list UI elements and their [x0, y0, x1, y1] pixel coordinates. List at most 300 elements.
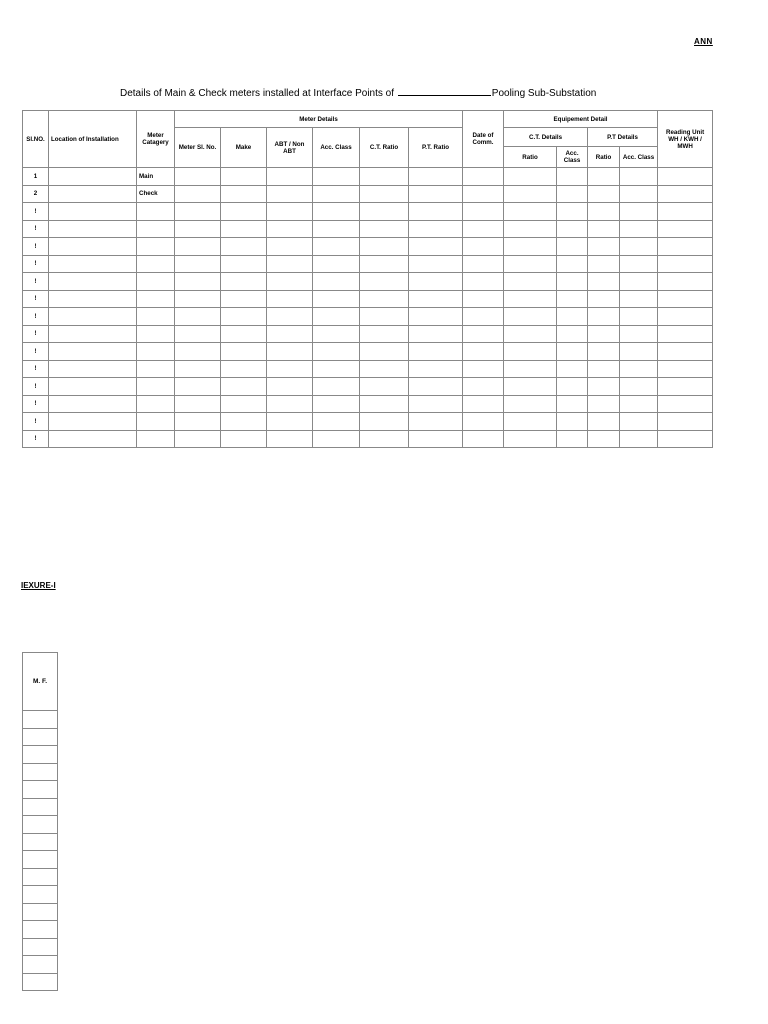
cell-empty[interactable]: [504, 168, 557, 186]
cell-mf[interactable]: [23, 851, 58, 869]
cell-empty[interactable]: [175, 308, 221, 326]
cell-empty[interactable]: [409, 220, 463, 238]
cell-empty[interactable]: [504, 343, 557, 361]
cell-empty[interactable]: [620, 273, 658, 291]
header-ct-details: C.T. Details: [504, 128, 588, 147]
cell-meter-category: [137, 255, 175, 273]
cell-empty[interactable]: [267, 343, 313, 361]
cell-empty[interactable]: [313, 430, 360, 448]
cell-empty[interactable]: [313, 413, 360, 431]
cell-empty[interactable]: [175, 413, 221, 431]
cell-empty[interactable]: [557, 413, 588, 431]
cell-empty[interactable]: [658, 203, 713, 221]
cell-empty[interactable]: [463, 395, 504, 413]
cell-empty[interactable]: [620, 220, 658, 238]
cell-empty[interactable]: [620, 430, 658, 448]
cell-mf[interactable]: [23, 816, 58, 834]
cell-empty[interactable]: [221, 360, 267, 378]
table-row: [23, 220, 713, 238]
cell-empty[interactable]: [557, 360, 588, 378]
cell-location[interactable]: [49, 255, 137, 273]
cell-empty[interactable]: [557, 238, 588, 256]
header-reading-unit: Reading Unit WH / KWH / MWH: [658, 111, 713, 168]
cell-empty[interactable]: [175, 290, 221, 308]
cell-location[interactable]: [49, 343, 137, 361]
cell-location[interactable]: [49, 273, 137, 291]
cell-empty[interactable]: [360, 430, 409, 448]
cell-empty[interactable]: [557, 343, 588, 361]
cell-empty[interactable]: [221, 220, 267, 238]
cell-empty[interactable]: [360, 273, 409, 291]
cell-empty[interactable]: [360, 413, 409, 431]
cell-empty[interactable]: [557, 290, 588, 308]
cell-empty[interactable]: [313, 203, 360, 221]
cell-mf[interactable]: [23, 711, 58, 729]
header-ct-acc-class: Acc. Class: [557, 147, 588, 168]
cell-empty[interactable]: [175, 395, 221, 413]
cell-empty[interactable]: [463, 168, 504, 186]
cell-empty[interactable]: [409, 273, 463, 291]
mf-row: [23, 973, 58, 991]
cell-empty[interactable]: [409, 325, 463, 343]
cell-empty[interactable]: [409, 290, 463, 308]
cell-empty[interactable]: [463, 290, 504, 308]
cell-empty[interactable]: [221, 378, 267, 396]
annexure-continuation-label: IEXURE-I: [21, 581, 56, 590]
cell-empty[interactable]: [658, 220, 713, 238]
table-row: [23, 308, 713, 326]
cell-meter-category: [137, 360, 175, 378]
cell-empty[interactable]: [409, 360, 463, 378]
cell-empty[interactable]: [588, 290, 620, 308]
cell-empty[interactable]: [557, 395, 588, 413]
cell-empty[interactable]: [360, 290, 409, 308]
cell-empty[interactable]: [463, 308, 504, 326]
cell-empty[interactable]: [504, 185, 557, 203]
cell-empty[interactable]: [463, 360, 504, 378]
cell-location[interactable]: [49, 430, 137, 448]
cell-mf[interactable]: [23, 938, 58, 956]
cell-mf[interactable]: [23, 921, 58, 939]
cell-sl-no: !: [23, 203, 49, 221]
cell-empty[interactable]: [175, 273, 221, 291]
cell-meter-category: [137, 413, 175, 431]
cell-empty[interactable]: [221, 290, 267, 308]
cell-empty[interactable]: [658, 238, 713, 256]
cell-location[interactable]: [49, 168, 137, 186]
annexure-corner-label: ANN: [694, 37, 713, 46]
cell-sl-no: !: [23, 325, 49, 343]
header-sl-no: Sl.NO.: [23, 111, 49, 168]
cell-mf[interactable]: [23, 903, 58, 921]
cell-location[interactable]: [49, 203, 137, 221]
cell-empty[interactable]: [360, 203, 409, 221]
cell-empty[interactable]: [313, 185, 360, 203]
mf-row: [23, 833, 58, 851]
cell-empty[interactable]: [175, 343, 221, 361]
cell-empty[interactable]: [463, 343, 504, 361]
mf-row: [23, 921, 58, 939]
cell-empty[interactable]: [557, 378, 588, 396]
cell-mf[interactable]: [23, 868, 58, 886]
cell-empty[interactable]: [620, 238, 658, 256]
cell-empty[interactable]: [557, 308, 588, 326]
cell-empty[interactable]: [658, 325, 713, 343]
cell-meter-category: [137, 203, 175, 221]
cell-mf[interactable]: [23, 833, 58, 851]
table-row: [23, 395, 713, 413]
cell-empty[interactable]: [175, 360, 221, 378]
mf-row: [23, 781, 58, 799]
cell-meter-category: [137, 308, 175, 326]
cell-empty[interactable]: [463, 203, 504, 221]
cell-empty[interactable]: [658, 308, 713, 326]
cell-empty[interactable]: [588, 360, 620, 378]
cell-empty[interactable]: [620, 203, 658, 221]
multiplying-factor-table: [22, 652, 58, 991]
header-abt: ABT / Non ABT: [267, 128, 313, 168]
cell-empty[interactable]: [557, 168, 588, 186]
cell-empty[interactable]: [409, 255, 463, 273]
cell-empty[interactable]: [267, 290, 313, 308]
mf-row: [23, 886, 58, 904]
cell-empty[interactable]: [620, 413, 658, 431]
cell-empty[interactable]: [504, 308, 557, 326]
cell-empty[interactable]: [360, 255, 409, 273]
cell-empty[interactable]: [620, 168, 658, 186]
cell-mf[interactable]: [23, 728, 58, 746]
cell-empty[interactable]: [175, 168, 221, 186]
table-row: [23, 325, 713, 343]
cell-empty[interactable]: [267, 308, 313, 326]
cell-empty[interactable]: [175, 220, 221, 238]
cell-location[interactable]: [49, 238, 137, 256]
cell-empty[interactable]: [504, 413, 557, 431]
cell-sl-no: !: [23, 378, 49, 396]
cell-sl-no: !: [23, 413, 49, 431]
header-location: Location of Installation: [49, 111, 137, 168]
cell-location[interactable]: [49, 395, 137, 413]
cell-empty[interactable]: [658, 185, 713, 203]
cell-empty[interactable]: [504, 238, 557, 256]
cell-empty[interactable]: [221, 168, 267, 186]
cell-empty[interactable]: [267, 430, 313, 448]
cell-empty[interactable]: [620, 360, 658, 378]
cell-location[interactable]: [49, 360, 137, 378]
cell-sl-no: !: [23, 238, 49, 256]
cell-empty[interactable]: [360, 378, 409, 396]
cell-empty[interactable]: [588, 343, 620, 361]
cell-location[interactable]: [49, 308, 137, 326]
header-ct-ratio-sub: Ratio: [504, 147, 557, 168]
header-meter-details: Meter Details: [175, 111, 463, 128]
title-text-after: Pooling Sub-Substation: [491, 88, 597, 99]
cell-location[interactable]: [49, 413, 137, 431]
cell-empty[interactable]: [588, 203, 620, 221]
cell-empty[interactable]: [313, 343, 360, 361]
cell-sl-no: !: [23, 290, 49, 308]
cell-empty[interactable]: [409, 343, 463, 361]
cell-empty[interactable]: [557, 255, 588, 273]
cell-empty[interactable]: [221, 185, 267, 203]
cell-empty[interactable]: [620, 325, 658, 343]
table-row: [23, 290, 713, 308]
cell-empty[interactable]: [620, 255, 658, 273]
cell-empty[interactable]: [221, 308, 267, 326]
mf-row: [23, 816, 58, 834]
cell-empty[interactable]: [313, 168, 360, 186]
cell-mf[interactable]: [23, 763, 58, 781]
header-equipment-detail: Equipement Detail: [504, 111, 658, 128]
cell-empty[interactable]: [409, 308, 463, 326]
mf-row: [23, 746, 58, 764]
cell-sl-no: !: [23, 430, 49, 448]
cell-empty[interactable]: [588, 430, 620, 448]
cell-empty[interactable]: [313, 325, 360, 343]
cell-empty[interactable]: [221, 325, 267, 343]
table-row: [23, 343, 713, 361]
cell-empty[interactable]: [267, 185, 313, 203]
cell-mf[interactable]: [23, 886, 58, 904]
cell-empty[interactable]: [313, 290, 360, 308]
cell-empty[interactable]: [557, 185, 588, 203]
cell-empty[interactable]: [313, 220, 360, 238]
cell-empty[interactable]: [658, 273, 713, 291]
cell-mf[interactable]: [23, 798, 58, 816]
cell-empty[interactable]: [175, 203, 221, 221]
cell-empty[interactable]: [463, 378, 504, 396]
cell-empty[interactable]: [463, 220, 504, 238]
cell-mf[interactable]: [23, 956, 58, 974]
header-meter-category: Meter Catagery: [137, 111, 175, 168]
table-row: [23, 203, 713, 221]
cell-empty[interactable]: [409, 238, 463, 256]
cell-empty[interactable]: [658, 360, 713, 378]
mf-row: [23, 763, 58, 781]
cell-empty[interactable]: [267, 220, 313, 238]
cell-empty[interactable]: [557, 325, 588, 343]
cell-empty[interactable]: [409, 185, 463, 203]
cell-empty[interactable]: [504, 290, 557, 308]
cell-empty[interactable]: [504, 395, 557, 413]
cell-empty[interactable]: [267, 360, 313, 378]
cell-empty[interactable]: [620, 185, 658, 203]
cell-empty[interactable]: [267, 255, 313, 273]
cell-empty[interactable]: [463, 430, 504, 448]
cell-empty[interactable]: [267, 413, 313, 431]
cell-empty[interactable]: [313, 378, 360, 396]
cell-meter-category: [137, 273, 175, 291]
cell-empty[interactable]: [504, 378, 557, 396]
cell-mf[interactable]: [23, 781, 58, 799]
cell-empty[interactable]: [620, 343, 658, 361]
cell-empty[interactable]: [620, 308, 658, 326]
cell-sl-no: !: [23, 308, 49, 326]
table-row: [23, 238, 713, 256]
header-meter-sl-no: Meter Sl. No.: [175, 128, 221, 168]
header-pt-ratio: P.T. Ratio: [409, 128, 463, 168]
cell-empty[interactable]: [313, 273, 360, 291]
cell-empty[interactable]: [463, 413, 504, 431]
cell-empty[interactable]: [557, 203, 588, 221]
cell-empty[interactable]: [658, 395, 713, 413]
cell-sl-no: !: [23, 220, 49, 238]
cell-empty[interactable]: [620, 290, 658, 308]
cell-empty[interactable]: [360, 343, 409, 361]
cell-empty[interactable]: [463, 238, 504, 256]
cell-sl-no: !: [23, 395, 49, 413]
cell-empty[interactable]: [620, 395, 658, 413]
cell-empty[interactable]: [588, 220, 620, 238]
cell-empty[interactable]: [504, 220, 557, 238]
cell-location[interactable]: [49, 220, 137, 238]
cell-empty[interactable]: [658, 168, 713, 186]
cell-meter-category: Main: [137, 168, 175, 186]
table-row: [23, 255, 713, 273]
cell-empty[interactable]: [175, 255, 221, 273]
cell-meter-category: Check: [137, 185, 175, 203]
cell-empty[interactable]: [588, 395, 620, 413]
cell-empty[interactable]: [267, 168, 313, 186]
cell-empty[interactable]: [658, 343, 713, 361]
cell-empty[interactable]: [175, 430, 221, 448]
cell-location[interactable]: [49, 185, 137, 203]
header-acc-class: Acc. Class: [313, 128, 360, 168]
cell-empty[interactable]: [463, 255, 504, 273]
cell-sl-no: 1: [23, 168, 49, 186]
cell-empty[interactable]: [409, 203, 463, 221]
cell-empty[interactable]: [267, 378, 313, 396]
cell-empty[interactable]: [360, 308, 409, 326]
header-make: Make: [221, 128, 267, 168]
cell-empty[interactable]: [221, 255, 267, 273]
cell-empty[interactable]: [360, 395, 409, 413]
cell-empty[interactable]: [557, 273, 588, 291]
cell-mf[interactable]: [23, 746, 58, 764]
cell-empty[interactable]: [360, 185, 409, 203]
cell-empty[interactable]: [658, 290, 713, 308]
cell-sl-no: 2: [23, 185, 49, 203]
mf-row: [23, 728, 58, 746]
cell-empty[interactable]: [313, 308, 360, 326]
header-date-of-comm: Date of Comm.: [463, 111, 504, 168]
cell-empty[interactable]: [409, 168, 463, 186]
cell-empty[interactable]: [313, 360, 360, 378]
table-row: [23, 378, 713, 396]
cell-empty[interactable]: [360, 168, 409, 186]
header-ct-ratio: C.T. Ratio: [360, 128, 409, 168]
mf-row: [23, 956, 58, 974]
cell-empty[interactable]: [267, 238, 313, 256]
cell-empty[interactable]: [588, 168, 620, 186]
cell-empty[interactable]: [267, 273, 313, 291]
cell-mf[interactable]: [23, 973, 58, 991]
meter-details-table: [22, 110, 713, 448]
cell-empty[interactable]: [175, 185, 221, 203]
header-mf: M. F.: [23, 653, 58, 711]
cell-empty[interactable]: [557, 430, 588, 448]
cell-empty[interactable]: [221, 343, 267, 361]
cell-empty[interactable]: [504, 360, 557, 378]
cell-sl-no: !: [23, 255, 49, 273]
cell-location[interactable]: [49, 290, 137, 308]
header-pt-ratio-sub: Ratio: [588, 147, 620, 168]
cell-empty[interactable]: [360, 220, 409, 238]
cell-empty[interactable]: [221, 273, 267, 291]
cell-empty[interactable]: [221, 413, 267, 431]
cell-empty[interactable]: [588, 413, 620, 431]
cell-empty[interactable]: [463, 273, 504, 291]
cell-empty[interactable]: [360, 325, 409, 343]
title-blank-line: [398, 86, 491, 96]
cell-empty[interactable]: [360, 238, 409, 256]
cell-empty[interactable]: [504, 273, 557, 291]
cell-empty[interactable]: [504, 325, 557, 343]
cell-sl-no: !: [23, 360, 49, 378]
cell-empty[interactable]: [588, 238, 620, 256]
cell-empty[interactable]: [313, 255, 360, 273]
cell-empty[interactable]: [504, 203, 557, 221]
table-row: [23, 168, 713, 186]
cell-sl-no: !: [23, 273, 49, 291]
cell-empty[interactable]: [175, 378, 221, 396]
cell-empty[interactable]: [658, 430, 713, 448]
cell-empty[interactable]: [409, 430, 463, 448]
cell-empty[interactable]: [409, 378, 463, 396]
cell-empty[interactable]: [658, 413, 713, 431]
cell-empty[interactable]: [313, 238, 360, 256]
cell-empty[interactable]: [588, 255, 620, 273]
cell-empty[interactable]: [620, 378, 658, 396]
cell-empty[interactable]: [267, 395, 313, 413]
cell-empty[interactable]: [409, 395, 463, 413]
cell-meter-category: [137, 395, 175, 413]
mf-table-body: [23, 711, 58, 991]
cell-empty[interactable]: [175, 325, 221, 343]
cell-empty[interactable]: [221, 238, 267, 256]
cell-empty[interactable]: [588, 325, 620, 343]
cell-sl-no: !: [23, 343, 49, 361]
cell-empty[interactable]: [360, 360, 409, 378]
cell-empty[interactable]: [267, 203, 313, 221]
cell-empty[interactable]: [409, 413, 463, 431]
cell-meter-category: [137, 238, 175, 256]
cell-empty[interactable]: [588, 185, 620, 203]
cell-meter-category: [137, 325, 175, 343]
cell-empty[interactable]: [658, 255, 713, 273]
cell-empty[interactable]: [504, 430, 557, 448]
cell-empty[interactable]: [221, 203, 267, 221]
cell-empty[interactable]: [463, 325, 504, 343]
cell-empty[interactable]: [658, 378, 713, 396]
cell-empty[interactable]: [267, 325, 313, 343]
cell-location[interactable]: [49, 378, 137, 396]
cell-empty[interactable]: [588, 308, 620, 326]
cell-empty[interactable]: [557, 220, 588, 238]
cell-empty[interactable]: [313, 395, 360, 413]
cell-empty[interactable]: [588, 273, 620, 291]
cell-meter-category: [137, 378, 175, 396]
cell-empty[interactable]: [463, 185, 504, 203]
cell-empty[interactable]: [221, 395, 267, 413]
cell-empty[interactable]: [175, 238, 221, 256]
cell-empty[interactable]: [504, 255, 557, 273]
cell-empty[interactable]: [221, 430, 267, 448]
cell-empty[interactable]: [588, 378, 620, 396]
meter-table-body: [23, 168, 713, 448]
cell-location[interactable]: [49, 325, 137, 343]
table-row: [23, 185, 713, 203]
